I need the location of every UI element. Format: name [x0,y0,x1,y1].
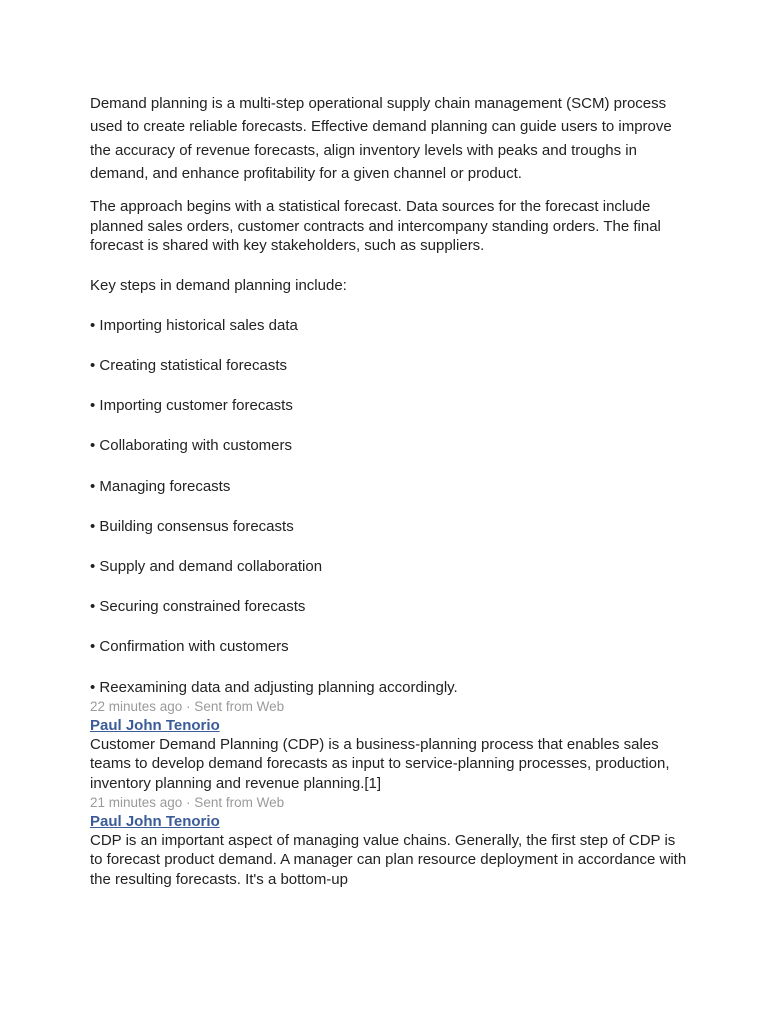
step-item: • Securing constrained forecasts [90,597,690,617]
steps-list [90,316,690,698]
post-text: Customer Demand Planning (CDP) is a business-planning process that enables sales teams to develop demand forecasts as input to service-planning processes, production, inventory planning and revenue planning.[1] [90,735,670,792]
step-item: • Importing historical sales data [90,316,690,336]
step-item: • Confirmation with customers [90,637,690,657]
document-body [90,92,690,890]
author-link[interactable]: Paul John Tenorio [90,716,220,734]
post [90,698,690,794]
step-item: • Collaborating with customers [90,436,690,456]
author-link[interactable]: Paul John Tenorio [90,812,220,830]
step-item: • Supply and demand collaboration [90,557,690,577]
step-item: • Reexamining data and adjusting planning accordingly. [90,678,690,698]
post-text: CDP is an important aspect of managing value chains. Generally, the first step of CDP is to forecast product demand. A manager can plan resource deployment in accordance with the resulting forecasts. It's a bottom-up [90,831,687,889]
post-timestamp: 21 minutes ago · Sent from Web [90,794,285,810]
steps-intro: Key steps in demand planning include: [90,276,347,294]
post [90,794,690,890]
approach-paragraph: The approach begins with a statistical forecast. Data sources for the forecast include planned sales orders, customer contracts and intercompany standing orders. The final forecast is shared with key stakeholders, such as suppliers. [90,198,661,255]
intro-paragraph: Demand planning is a multi-step operational supply chain management (SCM) process used to create reliable forecasts. Effective demand planning can guide users to improve the accuracy of revenue forecasts, align inventory levels with peaks and troughs in demand, and enhance profitability for a given channel or product. [90,95,672,182]
step-item: • Creating statistical forecasts [90,356,690,376]
step-item: • Managing forecasts [90,477,690,497]
step-item: • Importing customer forecasts [90,396,690,416]
post-timestamp: 22 minutes ago · Sent from Web [90,698,285,714]
step-item: • Building consensus forecasts [90,517,690,537]
